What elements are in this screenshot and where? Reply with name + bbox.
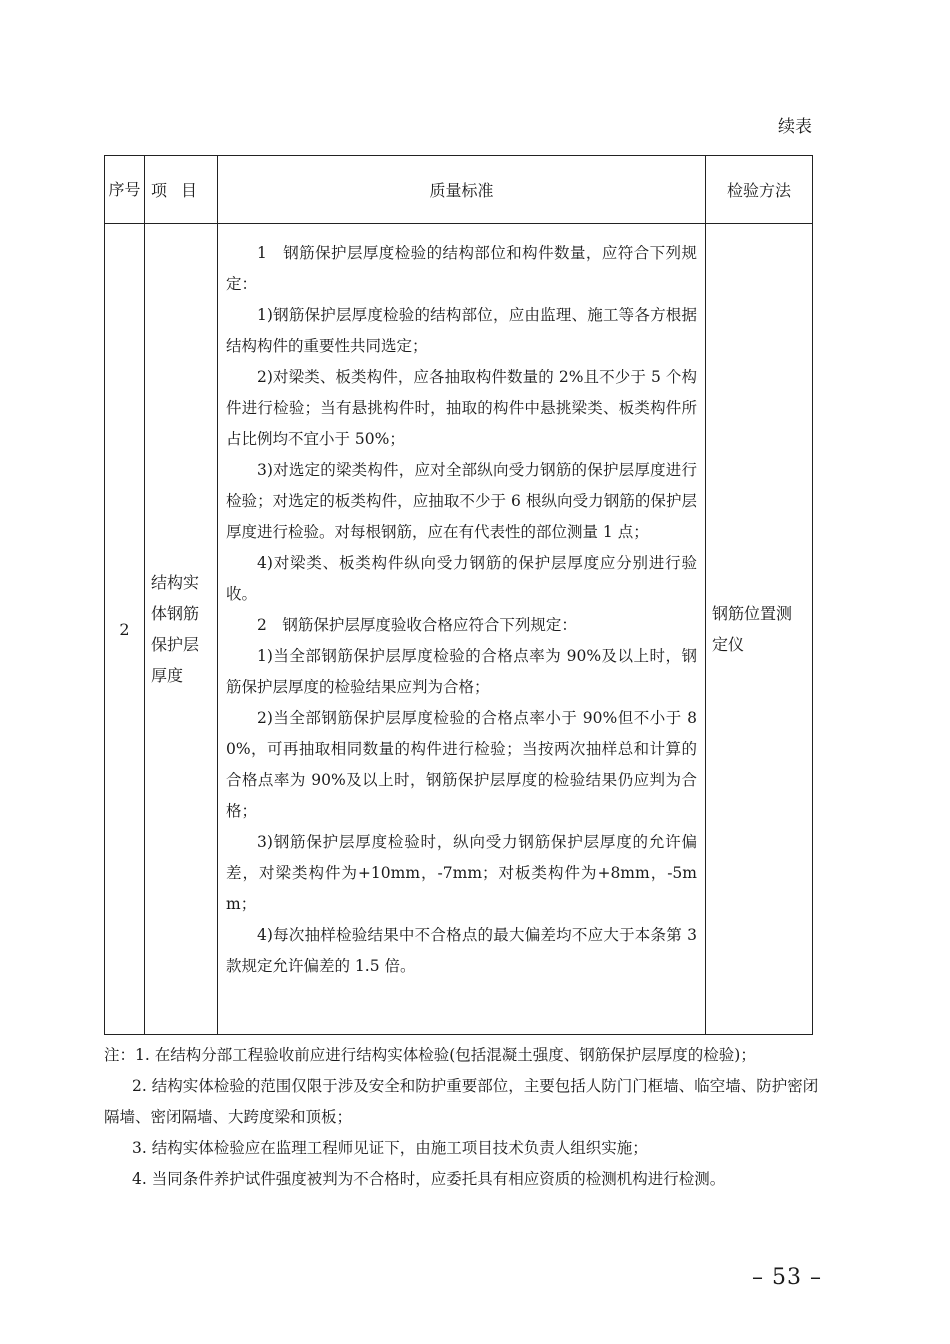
row-item-cell: 结构实体钢筋保护层厚度 — [145, 224, 218, 1035]
notes-prefix: 注： — [104, 1046, 136, 1064]
row-seq-cell: 2 — [105, 224, 145, 1035]
standard-paragraph: 3)对选定的梁类构件，应对全部纵向受力钢筋的保护层厚度进行检验；对选定的板类构件，应抽取不少于 6 根纵向受力钢筋的保护层厚度进行检验。对每根钢筋，应在有代表性的部位测量 1 点； — [226, 461, 697, 541]
standard-paragraph: 1)钢筋保护层厚度检验的结构部位，应由监理、施工等各方根据结构构件的重要性共同选定； — [226, 306, 697, 355]
note-item: 4. 当同条件养护试件强度被判为不合格时，应委托具有相应资质的检测机构进行检测。 — [132, 1170, 726, 1188]
row-standard-cell — [218, 224, 706, 1035]
row-method-cell: 钢筋位置测定仪 — [706, 224, 813, 1035]
table-header-row — [105, 156, 813, 224]
table-row — [105, 224, 813, 1035]
standard-paragraph: 1 钢筋保护层厚度检验的结构部位和构件数量，应符合下列规定： — [226, 244, 697, 293]
column-header-standard: 质量标准 — [218, 156, 706, 224]
standard-paragraph: 2)对梁类、板类构件，应各抽取构件数量的 2%且不少于 5 个构件进行检验；当有悬挑构件时，抽取的构件中悬挑梁类、板类构件所占比例均不宜小于 50%； — [226, 368, 697, 448]
column-header-item: 项目 — [145, 156, 218, 224]
note-item: 2. 结构实体检验的范围仅限于涉及安全和防护重要部位，主要包括人防门门框墙、临空墙、防护密闭隔墙、密闭隔墙、大跨度梁和顶板； — [104, 1077, 819, 1126]
standard-paragraph: 4)对梁类、板类构件纵向受力钢筋的保护层厚度应分别进行验收。 — [226, 554, 697, 603]
standard-paragraph: 1)当全部钢筋保护层厚度检验的合格点率为 90%及以上时，钢筋保护层厚度的检验结果应判为合格； — [226, 647, 697, 696]
note-text: 1. 在结构分部工程验收前应进行结构实体检验(包括混凝土强度、钢筋保护层厚度的检验)； — [135, 1046, 756, 1064]
column-header-method: 检验方法 — [706, 156, 813, 224]
standard-paragraph: 2)当全部钢筋保护层厚度检验的合格点率小于 90%但不小于 80%，可再抽取相同数量的构件进行检验；当按两次抽样总和计算的合格点率为 90%及以上时，钢筋保护层厚度的检验结果仍应判为合格； — [226, 709, 697, 820]
notes-section — [104, 1040, 820, 1195]
quality-standard-table — [104, 155, 813, 1035]
standard-paragraph: 4)每次抽样检验结果中不合格点的最大偏差均不应大于本条第 3 款规定允许偏差的 1.5 倍。 — [226, 926, 697, 975]
page-number: – 53 – — [752, 1265, 822, 1290]
standard-paragraph: 2 钢筋保护层厚度验收合格应符合下列规定： — [257, 616, 577, 634]
note-item — [104, 1040, 820, 1071]
standard-paragraph: 3)钢筋保护层厚度检验时，纵向受力钢筋保护层厚度的允许偏差，对梁类构件为+10mm，-7mm；对板类构件为+8mm，-5mm； — [226, 833, 697, 913]
note-item: 3. 结构实体检验应在监理工程师见证下，由施工项目技术负责人组织实施； — [132, 1139, 648, 1157]
continued-label: 续表 — [778, 117, 812, 137]
column-header-seq: 序号 — [105, 156, 145, 224]
